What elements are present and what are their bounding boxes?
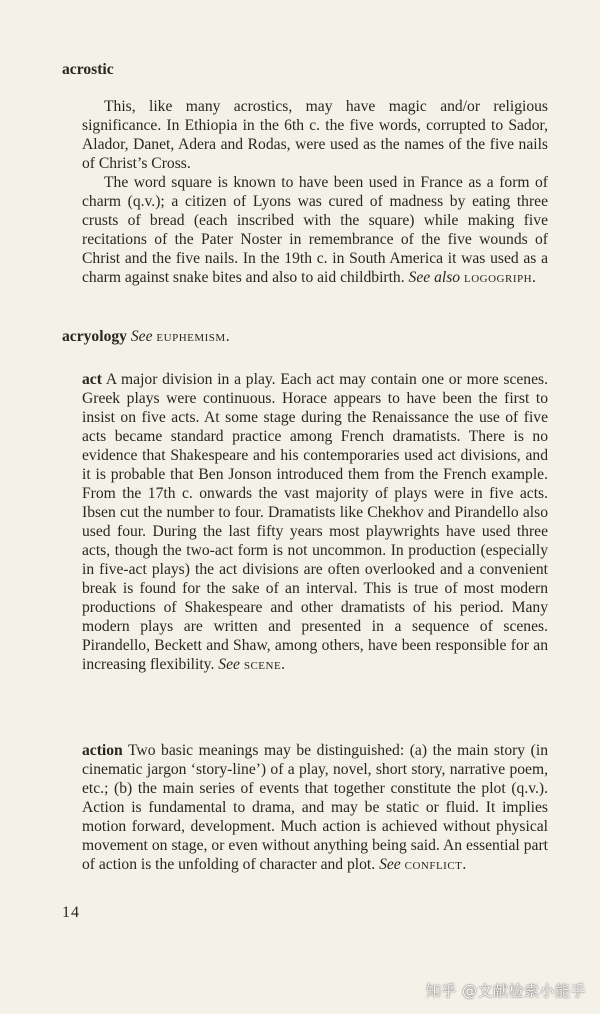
see-label: See <box>130 328 153 345</box>
acrostic-paragraph-1: This, like many acrostics, may have magic and/or religious significance. In Ethiopia in the 6th c. the five words, corrupted to Sador, Alador, Danet, Adera and Rodas, were used as the names of the five nails of Christ’s Cross. <box>82 98 548 172</box>
cross-reference-conflict: conflict. <box>404 856 467 873</box>
entry-acrostic-body <box>62 97 548 287</box>
entry-acryology <box>62 327 548 346</box>
watermark-text: 知乎 @文献检索小能手 <box>425 982 586 1000</box>
see-also-label: See also <box>408 269 461 286</box>
cross-reference-logogriph: logogriph. <box>463 269 537 286</box>
cross-reference-scene: scene. <box>243 656 286 673</box>
entry-action <box>62 741 548 874</box>
act-paragraph <box>62 370 548 674</box>
acrostic-paragraph-2 <box>82 173 548 287</box>
entry-acrostic <box>62 60 548 287</box>
headword-act: act <box>82 371 102 388</box>
acrostic-paragraph-2-text: The word square is known to have been used in France as a form of charm (q.v.); a citizen of Lyons was cured of madness by eating three crusts of bread (each inscribed with the square) while making five recitations of the Pater Noster in remembrance of the five wounds of Christ and the five nails. In the 19th c. in South America it was used as a charm against snake bites and also to aid childbirth. <box>82 174 548 286</box>
cross-reference-euphemism: euphemism. <box>156 328 231 345</box>
see-label: See <box>379 856 401 873</box>
action-text: Two basic meanings may be distinguished: (a) the main story (in cinematic jargon ‘story-line’) of a play, novel, short story, narrative poem, etc.; (b) the main series of events that together constitute the plot (q.v.). Action is fundamental to drama, and may be static or fluid. It implies motion forward, development. Much action is achieved without physical movement on stage, or even without anything being said. An essential part of action is the unfolding of character and plot. <box>82 742 548 873</box>
act-text: A major division in a play. Each act may contain one or more scenes. Greek plays were continuous. Horace appears to have been the first to insist on five acts. At some stage during the Renaissance the use of five acts became standard practice among French dramatists. There is no evidence that Shakespeare and his contemporaries used act divisions, and it is probable that Ben Jonson introduced them from the French example. From the 17th c. onwards the vast majority of plays were in five acts. Ibsen cut the number to four. Dramatists like Chekhov and Pirandello also used four. During the last fifty years most playwrights have used three acts, though the two-act form is not uncommon. In production (especially in five-act plays) the act divisions are often overlooked and a convenient break is found for the sake of an interval. This is true of most modern productions of Shakespeare and other dramatists of his period. Many modern plays are written and presented in a sequence of scenes. Pirandello, Beckett and Shaw, among others, have been responsible for an increasing flexibility. <box>82 371 548 673</box>
action-paragraph <box>62 741 548 874</box>
see-label: See <box>218 656 240 673</box>
headword-action: action <box>82 742 123 759</box>
acryology-line <box>62 327 548 346</box>
entry-act <box>62 370 548 674</box>
headword-acrostic: acrostic <box>62 61 114 78</box>
headword-acryology: acryology <box>62 328 127 345</box>
page-number: 14 <box>62 904 80 921</box>
